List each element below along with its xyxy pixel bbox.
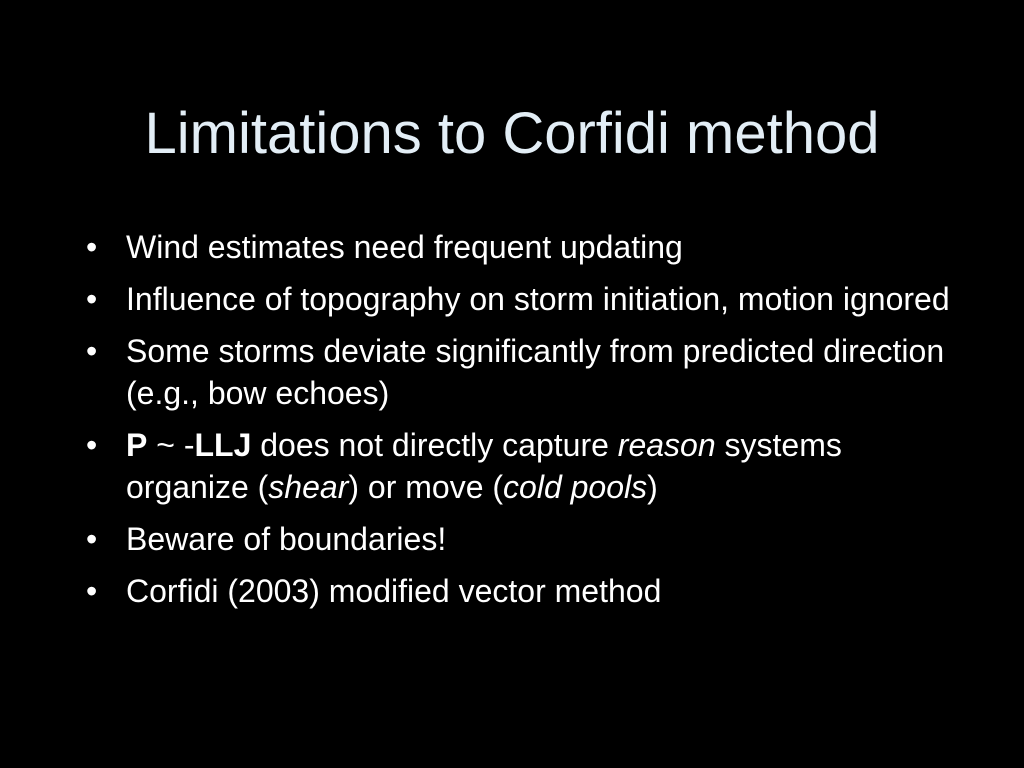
bullet-item	[84, 424, 964, 508]
bullet-item	[84, 330, 964, 414]
bold-text-llj: LLJ	[194, 427, 252, 463]
bullet-marker: •	[86, 573, 98, 609]
bullet-item	[84, 570, 964, 612]
slide-title: Limitations to Corfidi method	[144, 101, 880, 166]
bullet-text-segment: )	[647, 469, 658, 505]
bullet-text-segment: ~ -	[147, 427, 195, 463]
bullet-list	[84, 226, 964, 622]
bullet-text-rich	[126, 427, 842, 505]
italic-text-cold-pools: cold pools	[503, 469, 648, 505]
bullet-text: Beware of boundaries!	[126, 521, 447, 557]
bullet-marker: •	[86, 521, 98, 557]
bullet-text: Corfidi (2003) modified vector method	[126, 573, 662, 609]
italic-text-shear: shear	[268, 469, 349, 505]
bullet-item	[84, 226, 964, 268]
bullet-text: Wind estimates need frequent updating	[126, 229, 683, 265]
bullet-text-segment: does not directly capture	[251, 427, 618, 463]
bullet-item	[84, 278, 964, 320]
bullet-text: Some storms deviate significantly from predicted direction (e.g., bow echoes)	[126, 333, 945, 411]
bold-text-p: P	[126, 427, 148, 463]
bullet-text: Influence of topography on storm initiation, motion ignored	[126, 281, 950, 317]
bullet-item	[84, 518, 964, 560]
bullet-marker: •	[86, 427, 98, 463]
bullet-text-segment: ) or move (	[348, 469, 504, 505]
bullet-marker: •	[86, 229, 98, 265]
bullet-marker: •	[86, 281, 98, 317]
italic-text-reason: reason	[617, 427, 716, 463]
bullet-marker: •	[86, 333, 98, 369]
bullet-text-segment: systems organize (	[126, 427, 842, 505]
